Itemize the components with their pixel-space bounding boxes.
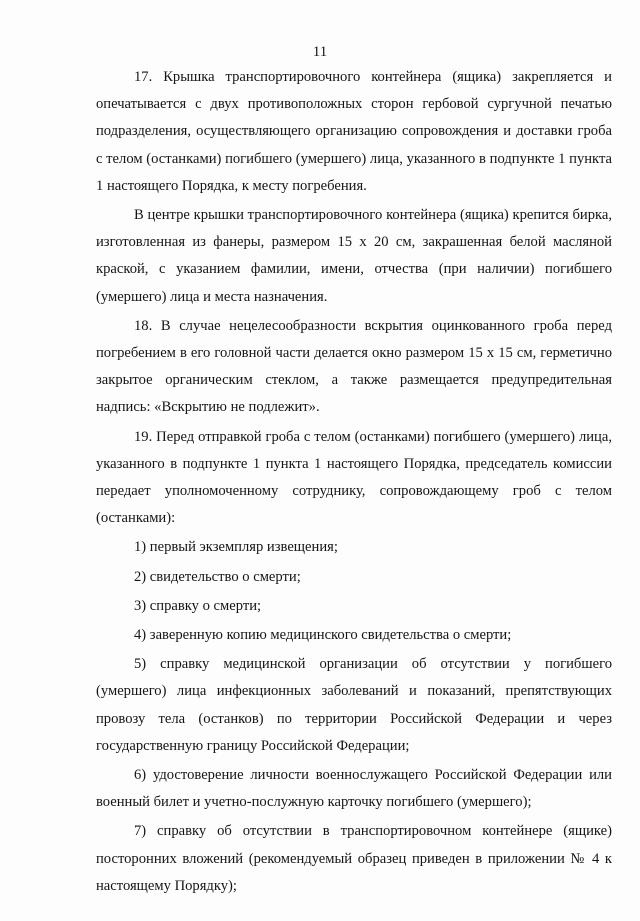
paragraph-17: 17. Крышка транспортировочного контейнера (ящика) закрепляется и опечатывается с двух противоположных сторон гербовой сургучной печатью подразделения, осуществляющего организацию сопровождения и доставки гроба с телом (останками) погибшего (умершего) лица, указанного в подпункте 1 пункта 1 настоящего Порядка, к месту погребения.: [96, 69, 612, 194]
paragraph-19: 19. Перед отправкой гроба с телом (останками) погибшего (умершего) лица, указанного в подпункте 1 пункта 1 настоящего Порядка, председатель комиссии передает уполномоченному сотруднику, сопровождающему гроб с телом (останками):: [96, 428, 612, 527]
document-body: [96, 64, 612, 900]
list-item-1: 1) первый экземпляр извещения;: [134, 539, 338, 556]
list-item-4: 4) заверенную копию медицинского свидетельства о смерти;: [134, 627, 512, 644]
list-item-3: 3) справку о смерти;: [134, 597, 262, 614]
list-item-6: 6) удостоверение личности военнослужащего Российской Федерации или военный билет и учетно-послужную карточку погибшего (умершего);: [96, 767, 612, 811]
page-number: 11: [312, 44, 328, 60]
list-item-2: 2) свидетельство о смерти;: [134, 568, 301, 585]
list-item-7: 7) справку об отсутствии в транспортировочном контейнере (ящике) посторонних вложений (рекомендуемый образец приведен в приложении № 4 к настоящему Порядку);: [96, 823, 612, 894]
paragraph-17-tag: В центре крышки транспортировочного контейнера (ящика) крепится бирка, изготовленная из фанеры, размером 15 x 20 см, закрашенная белой масляной краской, с указанием фамилии, имени, отчества (при наличии) погибшего (умершего) лица и места назначения.: [96, 207, 612, 305]
list-item-5: 5) справку медицинской организации об отсутствии у погибшего (умершего) лица инфекционных заболеваний и показаний, препятствующих провозу тела (останков) по территории Российской Федерации и через государственную границу Российской Федерации;: [96, 656, 612, 754]
paragraph-18: 18. В случае нецелесообразности вскрытия оцинкованного гроба перед погребением в его головной части делается окно размером 15 x 15 см, герметично закрытое органическим стеклом, а также размещается предупредительная надпись: «Вскрытию не подлежит».: [96, 317, 612, 416]
